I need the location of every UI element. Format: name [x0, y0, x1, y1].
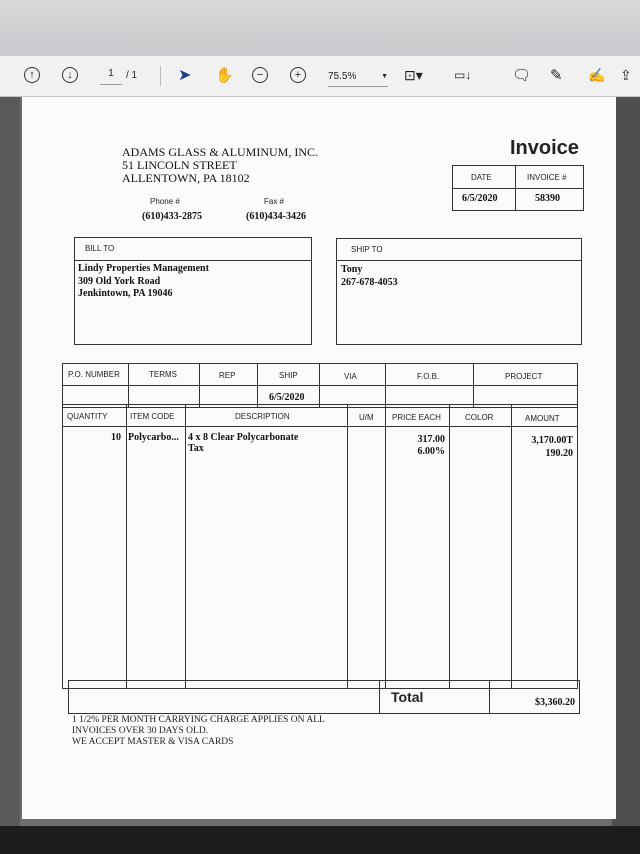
arrow-down-icon: ↓: [62, 67, 78, 83]
footer-line: WE ACCEPT MASTER & VISA CARDS: [72, 737, 234, 747]
phone-label: Phone #: [150, 197, 180, 206]
company-street: 51 LINCOLN STREET: [122, 158, 237, 172]
next-page-button[interactable]: [62, 64, 78, 86]
ship-to-box: [336, 238, 582, 345]
ship-header: SHIP: [279, 371, 298, 380]
footer-line: 1 1/2% PER MONTH CARRYING CHARGE APPLIES ON ALL: [72, 715, 325, 725]
ship-to-address: [341, 264, 398, 289]
price-each-header: PRICE EACH: [392, 413, 441, 422]
previous-page-button[interactable]: [24, 64, 40, 86]
po-number-header: P.O. NUMBER: [68, 370, 120, 379]
date-invoice-box: [452, 165, 584, 211]
right-viewer-margin: [612, 97, 640, 827]
toolbar-divider: [160, 66, 161, 86]
total-amount: $3,360.20: [535, 697, 575, 708]
bottom-bezel: [0, 826, 640, 854]
comment-icon[interactable]: 🗨: [512, 67, 532, 84]
color-header: COLOR: [465, 413, 494, 422]
description-header: DESCRIPTION: [235, 412, 290, 421]
company-city: ALLENTOWN, PA 18102: [122, 171, 250, 185]
order-info-table: [62, 363, 578, 408]
rep-header: REP: [219, 371, 236, 380]
zoom-in-icon: +: [290, 67, 306, 83]
zoom-out-icon: −: [252, 67, 268, 83]
invoice-date: 6/5/2020: [462, 193, 498, 204]
project-header: PROJECT: [505, 372, 543, 381]
invoice-page: [22, 97, 616, 819]
total-row: [68, 680, 580, 714]
company-address: [122, 146, 318, 185]
chevron-down-icon: ▼: [381, 72, 388, 80]
item-amount: 190.20: [545, 448, 573, 459]
line-items-table: [62, 404, 578, 689]
bill-to-label: BILL TO: [85, 244, 115, 253]
zoom-select[interactable]: [328, 66, 388, 87]
zoom-in-button[interactable]: [290, 64, 306, 86]
scroll-icon[interactable]: ▭↓: [454, 68, 472, 82]
amount-header: AMOUNT: [525, 414, 560, 423]
ship-to-line: Tony: [341, 264, 363, 275]
pdf-toolbar: [0, 56, 640, 97]
fax-value: (610)434-3426: [246, 211, 306, 222]
invoice-title: Invoice: [510, 137, 579, 159]
pen-icon[interactable]: ✎: [550, 67, 563, 84]
ship-to-label: SHIP TO: [351, 245, 383, 254]
fob-header: F.O.B.: [417, 372, 440, 381]
window-top-bar: [0, 0, 640, 56]
item-description: Tax: [188, 443, 204, 454]
zoom-value: 75.5%: [328, 70, 357, 82]
invoice-footer: [72, 715, 325, 748]
ship-to-line: 267-678-4053: [341, 276, 398, 288]
share-icon[interactable]: ⇪: [620, 66, 632, 83]
fit-page-icon[interactable]: ⊡▾: [404, 66, 423, 83]
zoom-out-button[interactable]: [252, 64, 268, 86]
hand-icon[interactable]: ✋: [215, 67, 234, 84]
bill-to-address: [78, 263, 209, 301]
left-viewer-margin: [0, 97, 20, 827]
um-header: U/M: [359, 413, 374, 422]
bill-to-line: Lindy Properties Management: [78, 263, 209, 274]
item-description: 4 x 8 Clear Polycarbonate: [188, 432, 299, 443]
arrow-up-icon: ↑: [24, 67, 40, 83]
total-label: Total: [391, 689, 424, 705]
terms-header: TERMS: [149, 370, 177, 379]
quantity-header: QUANTITY: [67, 412, 108, 421]
invoice-number: 58390: [535, 193, 560, 204]
item-code-header: ITEM CODE: [130, 412, 175, 421]
bill-to-box: [74, 237, 312, 345]
footer-line: INVOICES OVER 30 DAYS OLD.: [72, 726, 209, 736]
page-total: / 1: [126, 69, 138, 81]
item-price-each: 6.00%: [417, 446, 445, 457]
item-quantity: 10: [111, 432, 121, 443]
pointer-icon[interactable]: ➤: [178, 67, 192, 84]
page-number-input[interactable]: 1: [100, 68, 122, 85]
item-code: Polycarbo...: [128, 432, 179, 443]
date-label: DATE: [471, 173, 492, 182]
item-price-each: 317.00: [417, 434, 445, 445]
bill-to-line: 309 Old York Road: [78, 275, 161, 287]
item-amount: 3,170.00T: [531, 435, 573, 446]
ship-date: 6/5/2020: [269, 392, 305, 403]
via-header: VIA: [344, 372, 357, 381]
company-name: ADAMS GLASS & ALUMINUM, INC.: [122, 145, 319, 159]
sign-icon[interactable]: ✍: [588, 66, 606, 83]
invoice-number-label: INVOICE #: [527, 173, 567, 182]
fax-label: Fax #: [264, 197, 285, 206]
phone-value: (610)433-2875: [142, 211, 202, 222]
bill-to-line: Jenkintown, PA 19046: [78, 288, 173, 299]
